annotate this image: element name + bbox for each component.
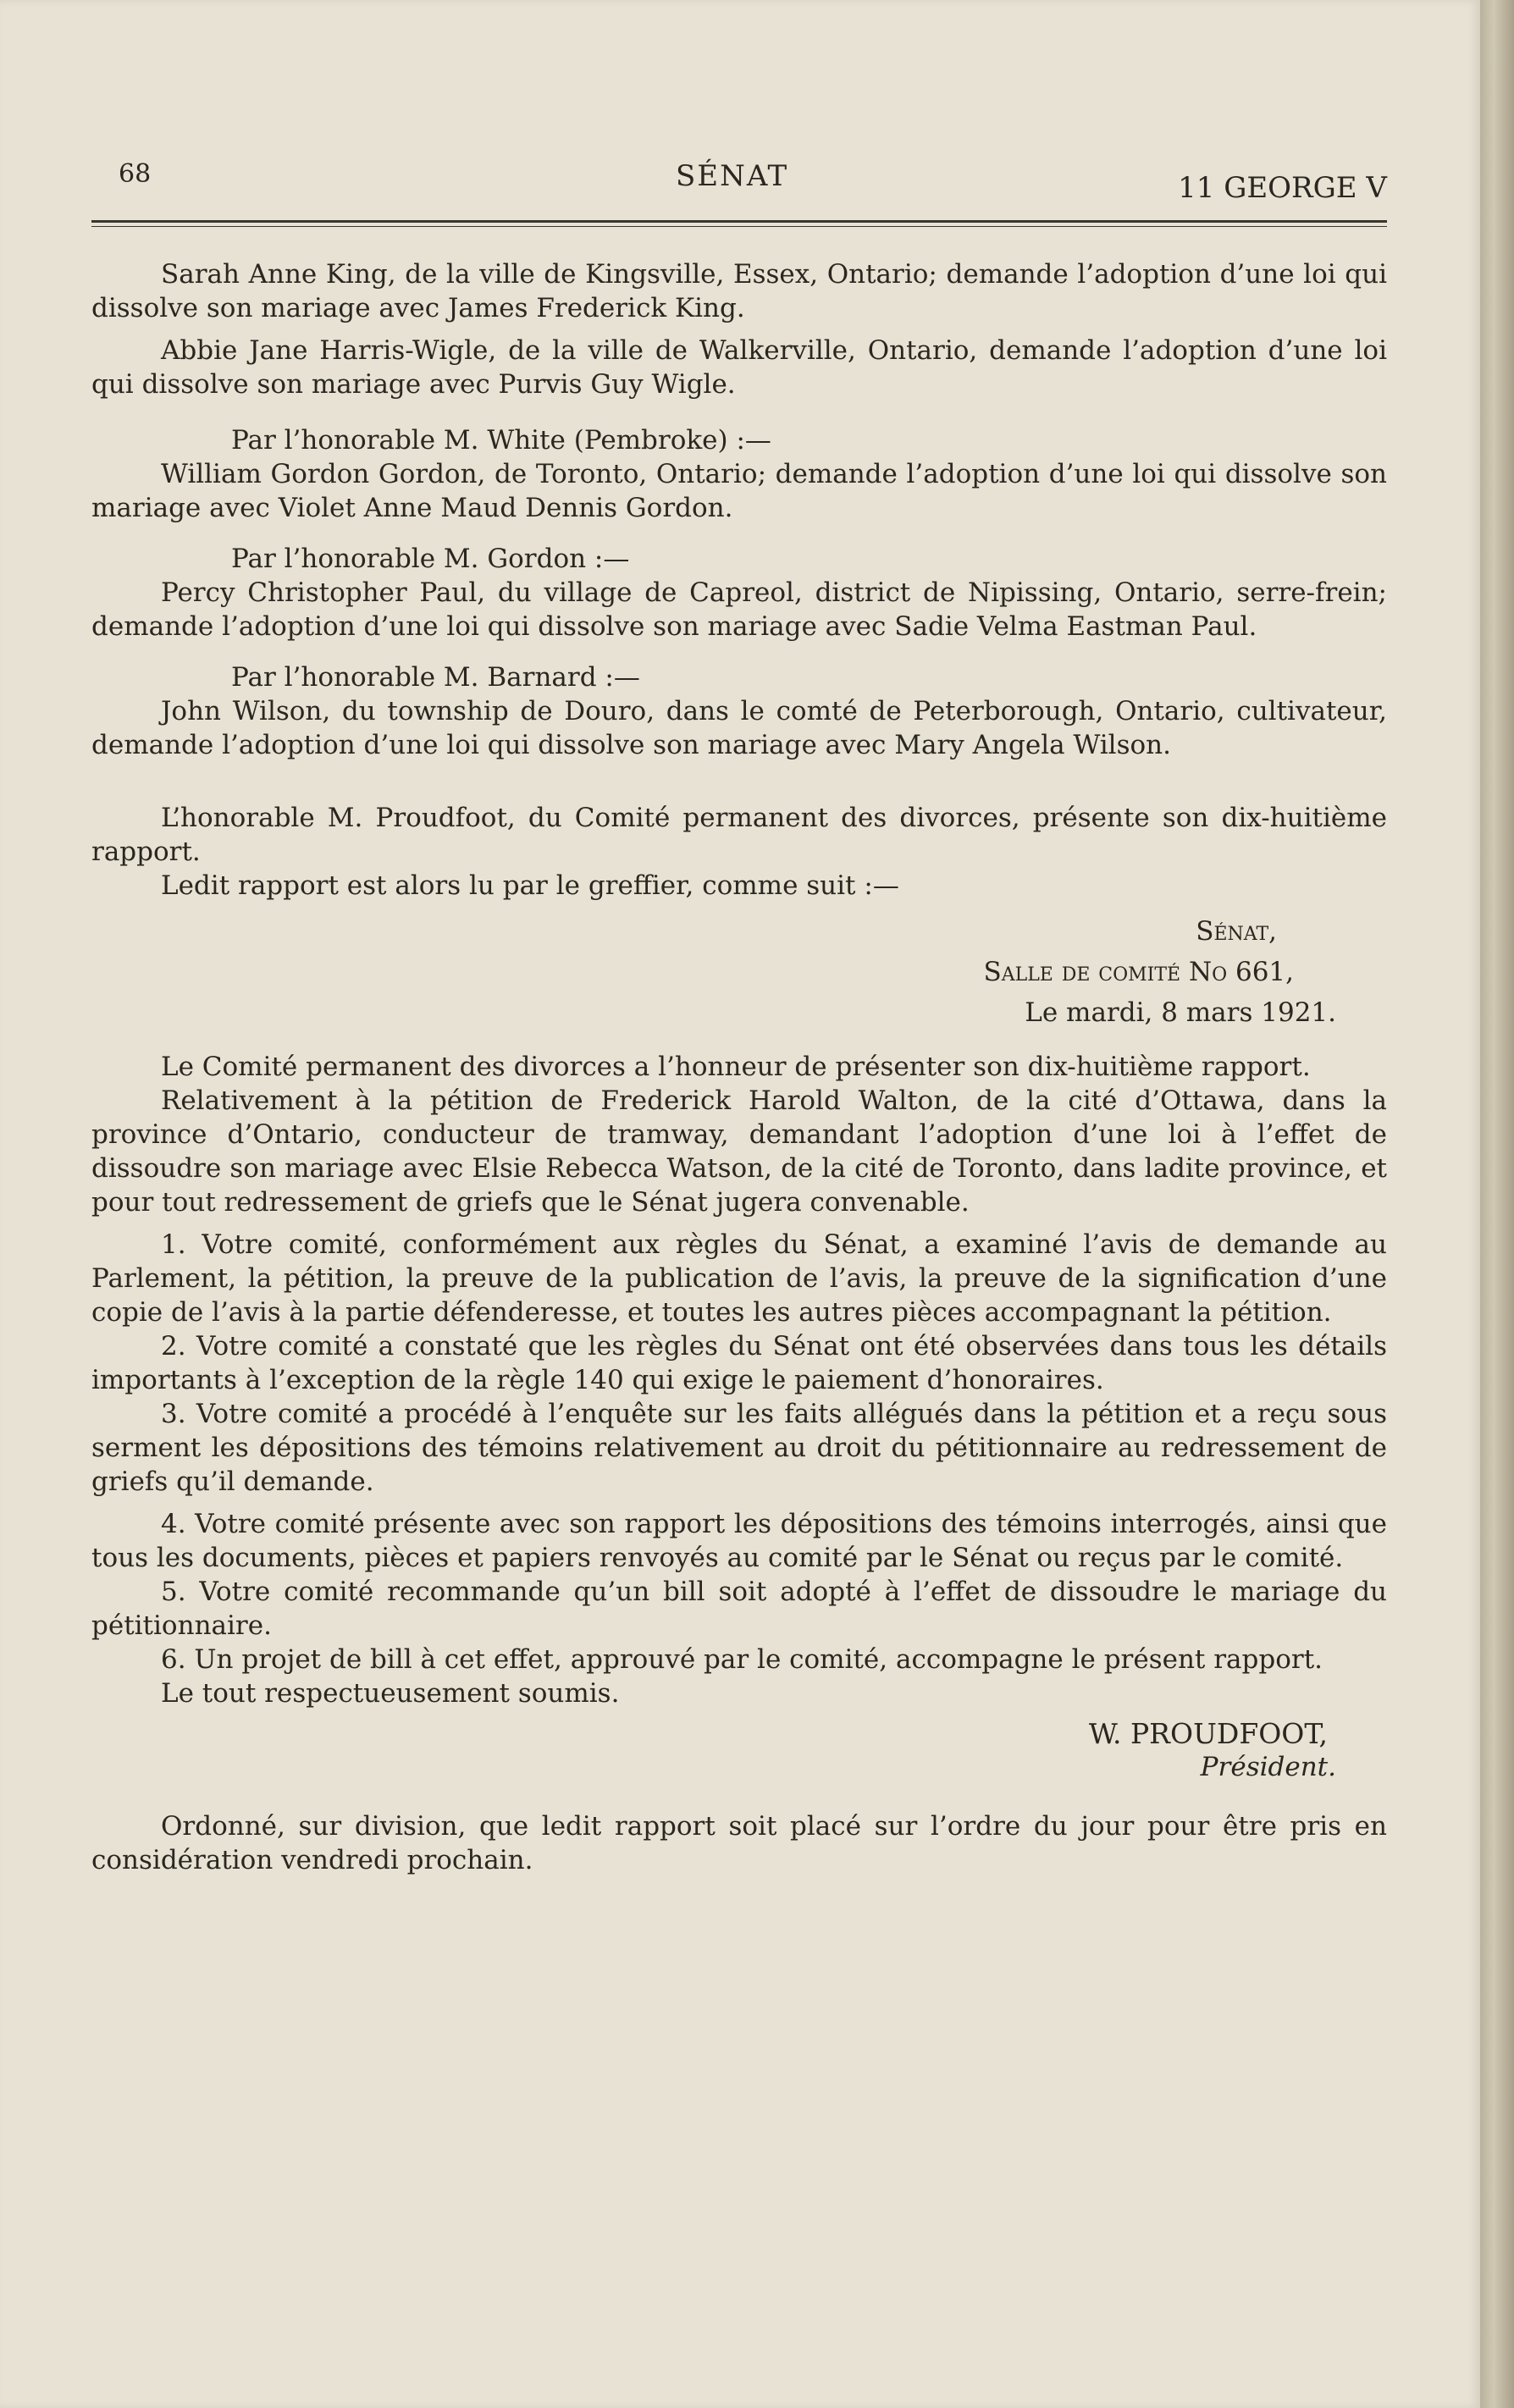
petition-paul: Percy Christopher Paul, du village de Capreol, district de Nipissing, Ontario, serre-frein; demande l’adoption d’une loi qui dissolve son mariage avec Sadie Velma Eastman Paul. xyxy=(91,577,1387,642)
report-intro: Le Comité permanent des divorces a l’honneur de présenter son dix-huitième rapport. xyxy=(161,1052,1311,1082)
page-title: SÉNAT xyxy=(676,159,789,193)
report-item-1: 1. Votre comité, conformément aux règles du Sénat, a examiné l’avis de demande au Parlement, la pétition, la preuve de la publication de l’avis, la preuve de la signification d’une copie de l’avis à la partie défenderesse, et toutes les autres pièces accompagnant la pétition. xyxy=(91,1229,1387,1328)
report-senat: Sénat, xyxy=(1196,916,1277,947)
petition-gordon-gordon: William Gordon Gordon, de Toronto, Ontario; demande l’adoption d’une loi qui dissolve son mariage avec Violet Anne Maud Dennis Gordon. xyxy=(91,459,1387,523)
petition-wilson: John Wilson, du township de Douro, dans le comté de Peterborough, Ontario, cultivateur, demande l’adoption d’une loi qui dissolve son mariage avec Mary Angela Wilson. xyxy=(91,696,1387,760)
presenter-barnard: Par l’honorable M. Barnard :— xyxy=(231,662,640,693)
report-relativement: Relativement à la pétition de Frederick Harold Walton, de la cité d’Ottawa, dans la province d’Ontario, conducteur de tramway, demandant l’adoption d’une loi à l’effet de dissoudre son mariage avec Elsie Rebecca Watson, de la cité de Toronto, dans ladite province, et pour tout redressement de griefs que le Sénat jugera convenable. xyxy=(91,1085,1387,1218)
order-paragraph: Ordonné, sur division, que ledit rapport soit placé sur l’ordre du jour pour être pris en considération vendredi prochain. xyxy=(91,1811,1387,1875)
report-item-6: 6. Un projet de bill à cet effet, approuvé par le comité, accompagne le présent rapport. xyxy=(161,1644,1323,1675)
page-content xyxy=(91,152,1387,1877)
report-room: Salle de comité No 661, xyxy=(983,957,1294,987)
report-date: Le mardi, 8 mars 1921. xyxy=(1025,997,1336,1028)
read-line: Ledit rapport est alors lu par le greffier, comme suit :— xyxy=(161,870,899,901)
report-item-5: 5. Votre comité recommande qu’un bill soit adopté à l’effet de dissoudre le mariage du pétitionnaire. xyxy=(91,1577,1387,1641)
presenter-white: Par l’honorable M. White (Pembroke) :— xyxy=(231,425,771,456)
running-header xyxy=(91,152,1387,203)
presenter-gordon: Par l’honorable M. Gordon :— xyxy=(231,544,630,574)
report-item-2: 2. Votre comité a constaté que les règles du Sénat ont été observées dans tous les détails importants à l’exception de la règle 140 qui exige le paiement d’honoraires. xyxy=(91,1331,1387,1395)
petition-harris-wigle: Abbie Jane Harris-Wigle, de la ville de Walkerville, Ontario, demande l’adoption d’une loi qui dissolve son mariage avec Purvis Guy Wigle. xyxy=(91,335,1387,400)
proudfoot-intro: L’honorable M. Proudfoot, du Comité permanent des divorces, présente son dix-huitième rapport. xyxy=(91,803,1387,867)
page-edge xyxy=(1480,0,1514,2408)
report-item-4: 4. Votre comité présente avec son rapport les dépositions des témoins interrogés, ainsi que tous les documents, pièces et papiers renvoyés au comité par le Sénat ou reçus par le comité. xyxy=(91,1509,1387,1573)
page-number: 68 xyxy=(119,159,152,189)
header-rule xyxy=(91,220,1387,227)
report-item-3: 3. Votre comité a procédé à l’enquête sur les faits allégués dans la pétition et a reçu sous serment les dépositions des témoins relativement au droit du pétitionnaire au redressement de griefs qu’il demande. xyxy=(91,1399,1387,1497)
report-closing: Le tout respectueusement soumis. xyxy=(161,1678,620,1709)
signature-name: W. PROUDFOOT, xyxy=(1088,1717,1328,1750)
petition-king: Sarah Anne King, de la ville de Kingsville, Essex, Ontario; demande l’adoption d’une loi qui dissolve son mariage avec James Frederick King. xyxy=(91,259,1387,323)
report-heading xyxy=(91,911,1387,1033)
session-label: 11 GEORGE V xyxy=(1178,171,1387,205)
signature-title: Président. xyxy=(1200,1752,1336,1782)
